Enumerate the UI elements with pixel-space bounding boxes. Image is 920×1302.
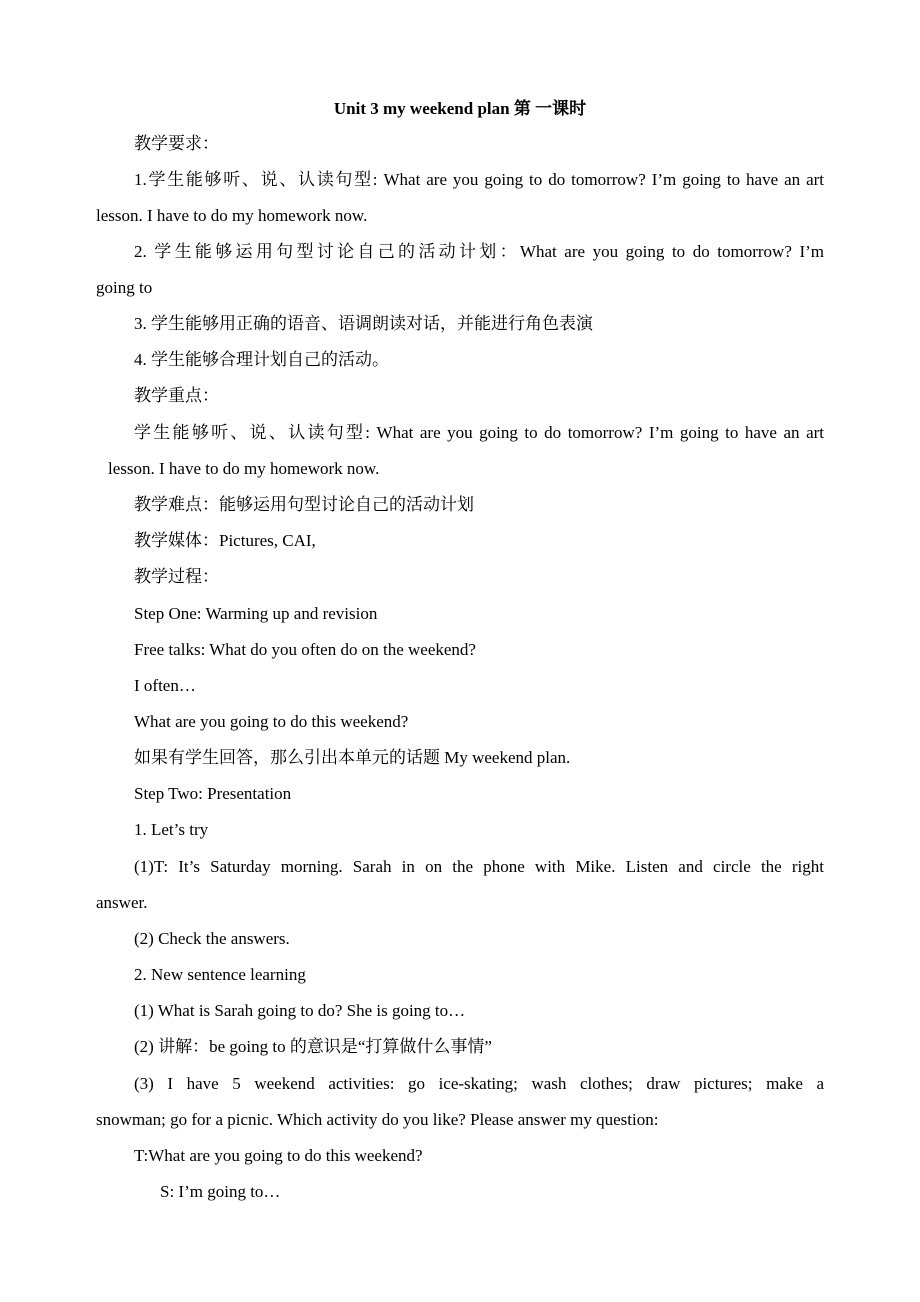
text-line: 教学过程： [134,567,219,586]
text-line: lesson. I have to do my homework now. [108,459,380,478]
text-line: 教学重点： [134,386,219,405]
text-line: going to [96,278,153,297]
text-line: 学生能够听、说、认读句型: What are you going to do tomorrow? I’m going to have an art [134,423,824,442]
text-line: (2) Check the answers. [134,929,290,948]
text-line: 2. New sentence learning [134,965,306,984]
text-line: 教学要求： [134,134,219,153]
text-line: What are you going to do this weekend? [134,712,409,731]
text-line: Free talks: What do you often do on the weekend? [134,640,476,659]
text-line: 教学难点：能够运用句型讨论自己的活动计划 [134,495,474,514]
text-line: answer. [96,893,148,912]
text-line: 2. 学生能够运用句型讨论自己的活动计划：What are you going to do tomorrow? I’m [134,242,824,261]
text-line: Step Two: Presentation [134,784,292,803]
text-line: (1)T: It’s Saturday morning. Sarah in on the phone with Mike. Listen and circle the right [134,857,824,876]
text-line: 3. 学生能够用正确的语音、语调朗读对话，并能进行角色表演 [134,314,593,333]
text-line: 如果有学生回答，那么引出本单元的话题 My weekend plan. [134,748,571,767]
text-line: I often… [134,676,196,695]
text-line: (2) 讲解：be going to 的意识是“打算做什么事情” [134,1037,492,1056]
document-title: Unit 3 my weekend plan 第 一课时 [333,99,587,118]
text-line: (3) I have 5 weekend activities: go ice-skating; wash clothes; draw pictures; make a [134,1074,824,1093]
text-line: snowman; go for a picnic. Which activity do you like? Please answer my question: [96,1110,659,1129]
text-line: 1. Let’s try [134,820,209,839]
text-line: lesson. I have to do my homework now. [96,206,368,225]
text-line: 1.学生能够听、说、认读句型: What are you going to do tomorrow? I’m going to have an art [134,170,824,189]
text-line: T:What are you going to do this weekend? [134,1146,423,1165]
text-line: 4. 学生能够合理计划自己的活动。 [134,350,389,369]
text-line: 教学媒体：Pictures, CAI, [134,531,316,550]
text-line: (1) What is Sarah going to do? She is going to… [134,1001,466,1020]
text-line: S: I’m going to… [160,1182,281,1201]
text-line: Step One: Warming up and revision [134,604,378,623]
